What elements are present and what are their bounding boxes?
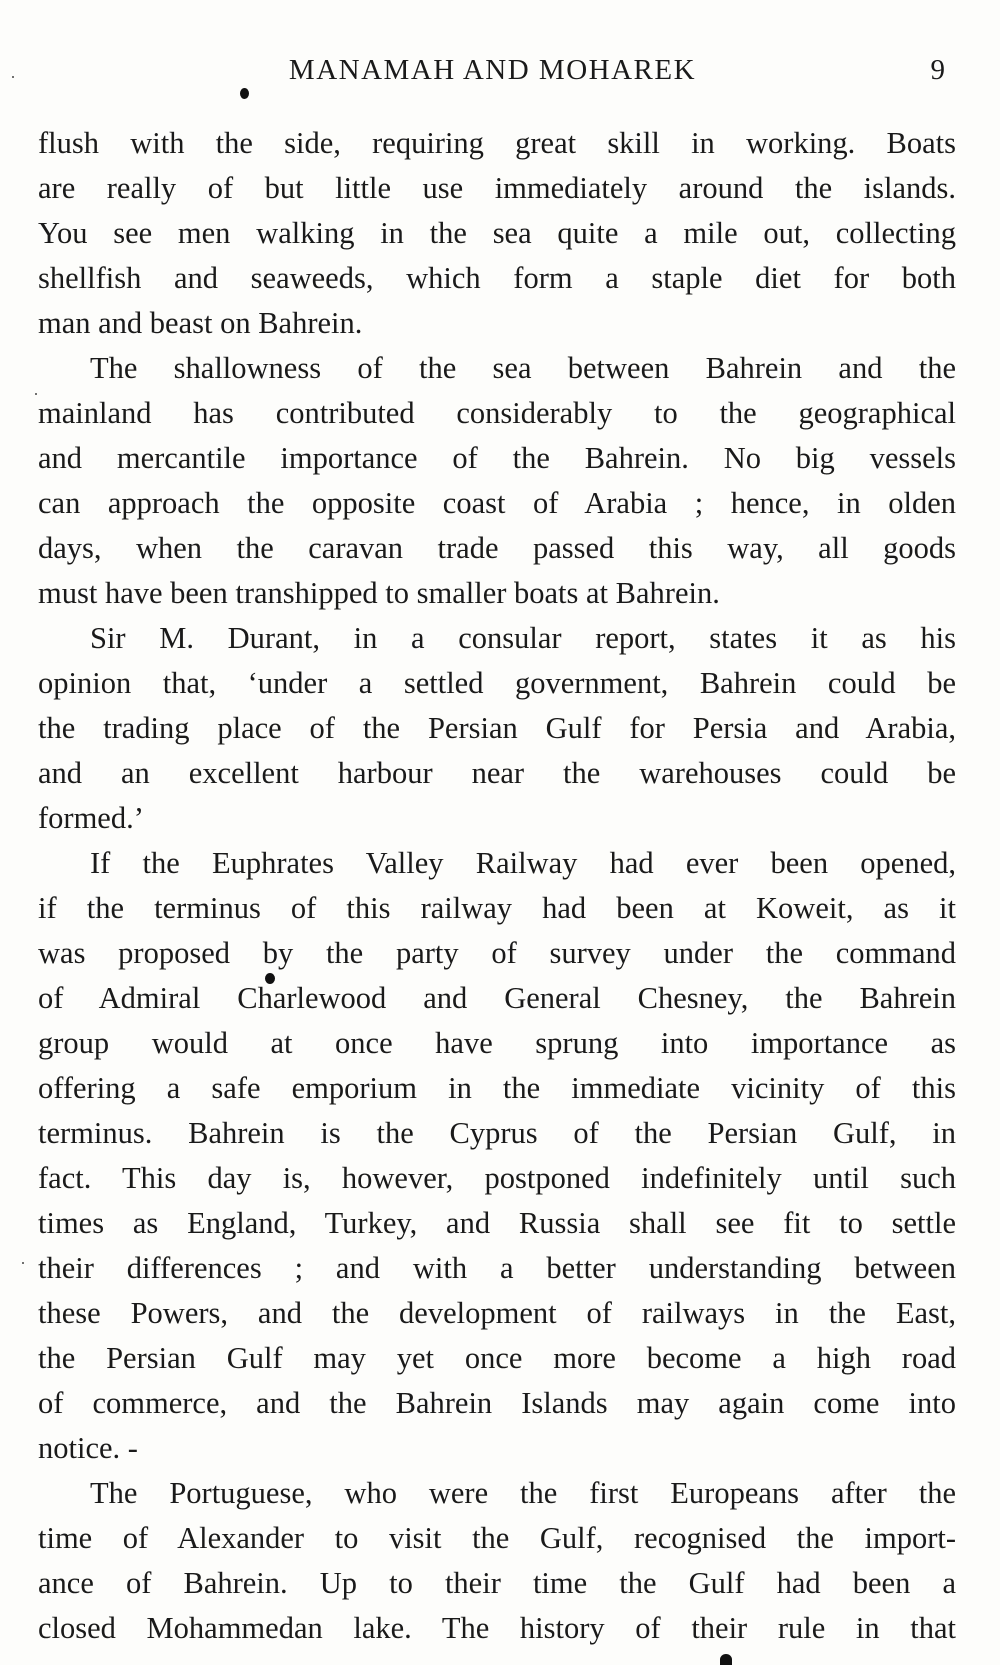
running-title: MANAMAH AND MOHAREK xyxy=(288,54,697,86)
text-line: and mercantile importance of the Bahrein. No big vessels xyxy=(38,441,956,475)
text-line: The shallowness of the sea between Bahrein and the xyxy=(90,351,956,385)
text-line: of commerce, and the Bahrein Islands may again come into xyxy=(38,1386,956,1420)
text-line: fact. This day is, however, postponed indefinitely until such xyxy=(38,1161,956,1195)
ink-blot xyxy=(240,88,249,99)
text-line: flush with the side, requiring great skill in working. Boats xyxy=(38,126,956,160)
text-line: must have been transhipped to smaller boats at Bahrein. xyxy=(38,576,720,610)
text-line: time of Alexander to visit the Gulf, recognised the import- xyxy=(38,1521,956,1555)
paragraph-1 xyxy=(38,121,956,346)
text-line: these Powers, and the development of railways in the East, xyxy=(38,1296,956,1330)
paragraph-2 xyxy=(38,346,956,616)
text-line: man and beast on Bahrein. xyxy=(38,306,363,340)
text-line: ance of Bahrein. Up to their time the Gulf had been a xyxy=(38,1566,956,1600)
text-line: formed.’ xyxy=(38,801,144,835)
ink-speck xyxy=(12,76,14,78)
text-line: and an excellent harbour near the warehouses could be xyxy=(38,756,956,790)
text-line: Sir M. Durant, in a consular report, states it as his xyxy=(90,621,956,655)
text-line: notice. - xyxy=(38,1431,138,1465)
text-line: are really of but little use immediately around the islands. xyxy=(38,171,956,205)
text-line: the Persian Gulf may yet once more become a high road xyxy=(38,1341,956,1375)
paragraph-4 xyxy=(38,841,956,1471)
text-line: terminus. Bahrein is the Cyprus of the Persian Gulf, in xyxy=(38,1116,956,1150)
text-line: shellfish and seaweeds, which form a staple diet for both xyxy=(38,261,956,295)
text-line: if the terminus of this railway had been at Koweit, as it xyxy=(38,891,956,925)
text-line: days, when the caravan trade passed this way, all goods xyxy=(38,531,956,565)
paragraph-3 xyxy=(38,616,956,841)
paragraph-5 xyxy=(38,1471,956,1651)
ink-blot xyxy=(720,1654,732,1665)
page-number: 9 xyxy=(930,54,945,86)
text-line: can approach the opposite coast of Arabia ; hence, in olden xyxy=(38,486,956,520)
text-line: the trading place of the Persian Gulf for Persia and Arabia, xyxy=(38,711,956,745)
text-line: If the Euphrates Valley Railway had ever been opened, xyxy=(90,846,956,880)
body-text xyxy=(38,121,956,1651)
text-line: closed Mohammedan lake. The history of their rule in that xyxy=(38,1611,956,1645)
text-line: times as England, Turkey, and Russia shall see fit to settle xyxy=(38,1206,956,1240)
text-line: opinion that, ‘under a settled government, Bahrein could be xyxy=(38,666,956,700)
text-line: offering a safe emporium in the immediate vicinity of this xyxy=(38,1071,956,1105)
text-line: their differences ; and with a better understanding between xyxy=(38,1251,956,1285)
text-line: of Admiral Charlewood and General Chesney, the Bahrein xyxy=(38,981,956,1015)
ink-speck xyxy=(22,1262,24,1264)
text-line: was proposed by the party of survey under the command xyxy=(38,936,956,970)
page-header xyxy=(40,50,945,90)
text-line: The Portuguese, who were the first Europeans after the xyxy=(90,1476,956,1510)
text-line: group would at once have sprung into importance as xyxy=(38,1026,956,1060)
ink-speck xyxy=(35,393,37,395)
text-line: You see men walking in the sea quite a mile out, collecting xyxy=(38,216,956,250)
text-line: mainland has contributed considerably to the geographical xyxy=(38,396,956,430)
